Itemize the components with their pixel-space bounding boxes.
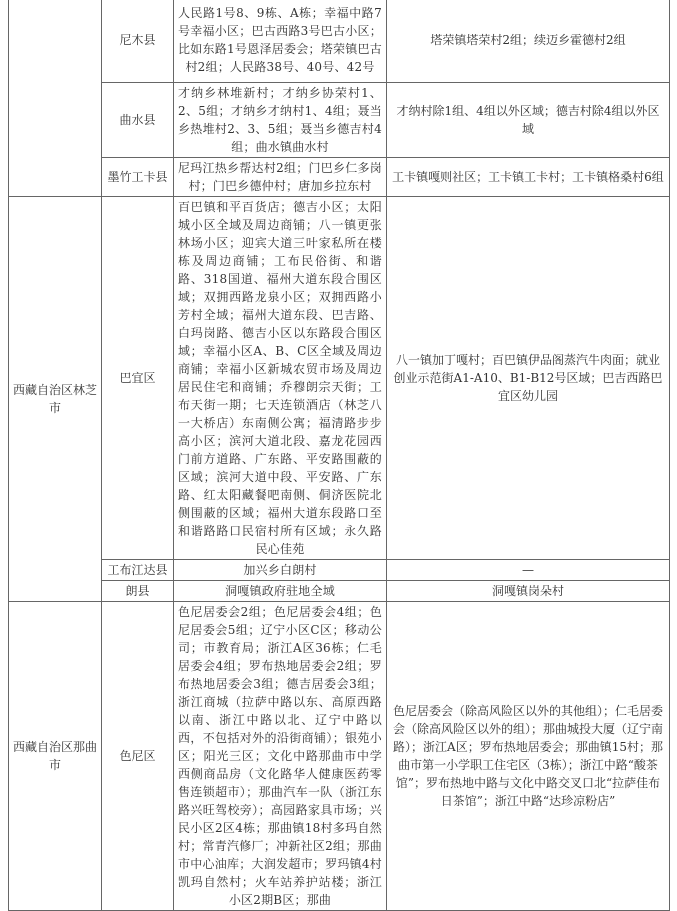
table-row	[9, 157, 670, 196]
table-row	[9, 0, 670, 82]
county-cell: 巴宜区	[102, 196, 174, 559]
medium-risk-cell: 塔荣镇塔荣村2组；续迈乡霍德村2组	[387, 0, 670, 82]
table-row	[9, 601, 670, 910]
high-risk-cell: 尼玛江热乡帮达村2组；门巴乡仁多岗村；门巴乡德仲村；唐加乡拉东村	[174, 157, 387, 196]
medium-risk-cell: 八一镇加丁嘎村；百巴镇伊品阁蒸汽牛肉面；就业创业示范街A1-A10、B1-B12号区域；巴吉西路巴宜区幼儿园	[387, 196, 670, 559]
medium-risk-cell: —	[387, 559, 670, 580]
high-risk-cell: 人民路1号8、9栋、A栋；幸福中路7号幸福小区；巴古西路3号巴古小区；比如东路1号恩泽居委会；塔荣镇巴古村2组；人民路38号、40号、42号	[174, 0, 387, 82]
region-cell: 西藏自治区林芝市	[9, 196, 102, 601]
county-cell: 尼木县	[102, 0, 174, 82]
county-cell: 曲水县	[102, 82, 174, 157]
table-row	[9, 559, 670, 580]
table-row	[9, 82, 670, 157]
high-risk-cell: 加兴乡白朗村	[174, 559, 387, 580]
high-risk-cell: 洞嘎镇政府驻地全域	[174, 580, 387, 601]
risk-area-table	[8, 0, 670, 911]
county-cell: 朗县	[102, 580, 174, 601]
table-row	[9, 580, 670, 601]
table-row	[9, 196, 670, 559]
high-risk-cell: 色尼居委会2组；色尼居委会4组；色尼居委会5组；辽宁小区C区；移动公司；市教育局；浙江A区36栋；仁毛居委会4组；罗布热地居委会2组；罗布热地居委会3组；德吉居委会3组；浙江商城（拉萨中路以东、高原西路以南、浙江中路以北、辽宁中路以西，不包括对外的沿街商铺）；银苑小区；阳光三区；文化中路那曲市中学西侧商品房（文化路华人健康医药零售连锁超市）；那曲汽车一队（浙江东路兴旺驾校旁）；高园路家具市场；兴民小区2区4栋；那曲镇18村多玛自然村；常青汽修厂；冲新社区2组；那曲市中心油库；大润发超市；罗玛镇4村凯玛自然村；火车站养护站楼；浙江小区2期B区；那曲	[174, 601, 387, 910]
county-cell: 墨竹工卡县	[102, 157, 174, 196]
region-cell: 西藏自治区那曲市	[9, 601, 102, 910]
medium-risk-cell: 洞嘎镇岗朵村	[387, 580, 670, 601]
medium-risk-cell: 才纳村除1组、4组以外区域；德吉村除4组以外区域	[387, 82, 670, 157]
county-cell: 色尼区	[102, 601, 174, 910]
high-risk-cell: 百巴镇和平百货店；德吉小区；太阳城小区全域及周边商铺；八一镇更张林场小区；迎宾大道三叶家私所在楼栋及周边商铺；工布民俗街、和谐路、318国道、福州大道东段合围区域；双拥西路龙泉小区；双拥西路小芳村全域；福州大道东段、巴吉路、白玛岗路、德吉小区以东路段合围区域；幸福小区A、B、C区全域及周边商铺；幸福小区新城农贸市场及周边居民住宅和商铺；乔穆朗宗天街；工布天街一期；七天连锁酒店（林芝八一大桥店）东南侧公寓；福清路步步高小区；滨河大道北段、嘉龙花园西门前方道路、广东路、平安路围蔽的区域；滨河大道中段、平安路、广东路、红太阳藏餐吧南侧、侗济医院北侧围蔽的区域；福州大道东段路口至和谐路路口民宿村所有区域；永久路民心佳苑	[174, 196, 387, 559]
medium-risk-cell: 色尼居委会（除高风险区以外的其他组）；仁毛居委会（除高风险区以外的组）；那曲城投大厦（辽宁南路）；浙江A区；罗布热地居委会；那曲镇15村；那曲市第一小学职工住宅区（3栋）；浙江中路“酸茶馆”；罗布热地中路与文化中路交叉口北“拉萨佳布日茶馆”；浙江中路“达珍凉粉店”	[387, 601, 670, 910]
medium-risk-cell: 工卡镇嘎则社区；工卡镇工卡村；工卡镇格桑村6组	[387, 157, 670, 196]
county-cell: 工布江达县	[102, 559, 174, 580]
high-risk-cell: 才纳乡林堆新村；才纳乡协荣村1、2、5组；才纳乡才纳村1、4组；聂当乡热堆村2、3、5组；聂当乡德吉村4组；曲水镇曲水村	[174, 82, 387, 157]
region-cell	[9, 0, 102, 196]
